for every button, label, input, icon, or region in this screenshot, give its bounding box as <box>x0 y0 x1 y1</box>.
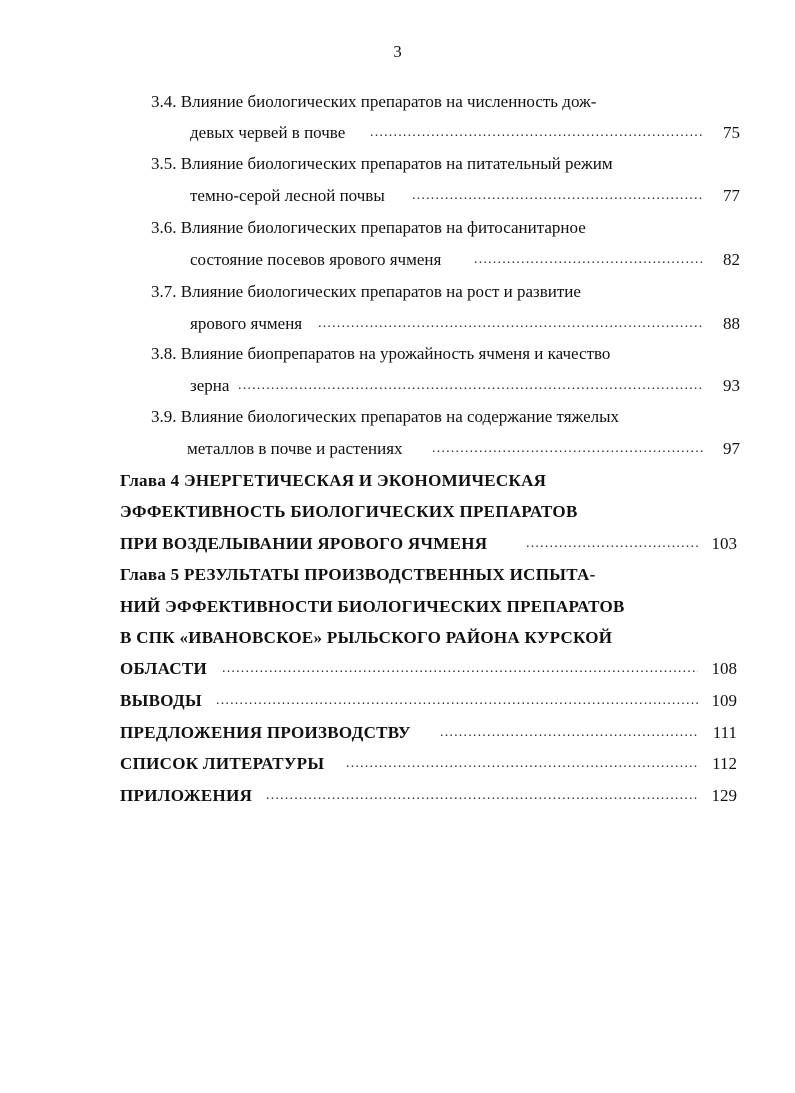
toc-3-9-title: 3.9. Влияние биологических препаратов на содержание тяжелых <box>151 407 620 426</box>
toc-appendices: ПРИЛОЖЕНИЯ <box>120 786 253 805</box>
toc-chapter-5-title-cont-2: В СПК «ИВАНОВСКОЕ» РЫЛЬСКОГО РАЙОНА КУРСКОЙ <box>120 628 613 647</box>
toc-chapter-4-title-end: ПРИ ВОЗДЕЛЫВАНИИ ЯРОВОГО ЯЧМЕНЯ <box>120 534 488 553</box>
toc-chapter-5-leader <box>222 658 698 680</box>
toc-3-4-leader <box>370 122 704 144</box>
toc-appendices-page: 129 <box>711 786 737 805</box>
toc-3-9-page: 97 <box>723 439 740 458</box>
toc-literature-leader <box>346 753 698 775</box>
toc-3-7-leader <box>318 313 704 335</box>
toc-chapter-4-leader <box>526 533 698 555</box>
toc-3-8-leader <box>238 375 704 397</box>
toc-chapter-5-title: Глава 5 РЕЗУЛЬТАТЫ ПРОИЗВОДСТВЕННЫХ ИСПЫТА- <box>120 565 596 584</box>
toc-literature: СПИСОК ЛИТЕРАТУРЫ <box>120 754 325 773</box>
toc-3-7-page: 88 <box>723 314 740 333</box>
toc-proposals-leader <box>440 722 698 744</box>
toc-conclusions: ВЫВОДЫ <box>120 691 202 710</box>
toc-3-4-page: 75 <box>723 123 740 142</box>
toc-chapter-4-title: Глава 4 ЭНЕРГЕТИЧЕСКАЯ И ЭКОНОМИЧЕСКАЯ <box>120 471 547 490</box>
toc-3-6-page: 82 <box>723 250 740 269</box>
toc-chapter-4-page: 103 <box>711 534 737 553</box>
toc-3-6-title: 3.6. Влияние биологических препаратов на фитосанитарное <box>151 218 586 237</box>
toc-chapter-5-title-end: ОБЛАСТИ <box>120 659 208 678</box>
toc-3-5-leader <box>412 185 704 207</box>
toc-chapter-4-title-cont: ЭФФЕКТИВНОСТЬ БИОЛОГИЧЕСКИХ ПРЕПАРАТОВ <box>120 502 578 521</box>
toc-3-6-title-cont: состояние посевов ярового ячменя <box>190 250 442 269</box>
toc-3-5-title-cont: темно-серой лесной почвы <box>190 186 385 205</box>
toc-proposals: ПРЕДЛОЖЕНИЯ ПРОИЗВОДСТВУ <box>120 723 411 742</box>
toc-literature-page: 112 <box>712 754 737 773</box>
toc-3-4-title: 3.4. Влияние биологических препаратов на численность дож- <box>151 92 597 111</box>
toc-3-4-title-cont: девых червей в почве <box>190 123 346 142</box>
toc-conclusions-page: 109 <box>711 691 737 710</box>
toc-3-8-title-cont: зерна <box>190 376 230 395</box>
toc-chapter-5-title-cont: НИЙ ЭФФЕКТИВНОСТИ БИОЛОГИЧЕСКИХ ПРЕПАРАТОВ <box>120 597 625 616</box>
page-number: 3 <box>393 42 402 61</box>
toc-proposals-page: 111 <box>712 723 737 742</box>
toc-appendices-leader <box>266 785 698 807</box>
toc-3-6-leader <box>474 249 704 271</box>
toc-3-5-title: 3.5. Влияние биологических препаратов на питательный режим <box>151 154 613 173</box>
toc-3-8-page: 93 <box>723 376 740 395</box>
toc-3-5-page: 77 <box>723 186 740 205</box>
toc-chapter-5-page: 108 <box>711 659 737 678</box>
toc-3-8-title: 3.8. Влияние биопрепаратов на урожайность ячменя и качество <box>151 344 611 363</box>
toc-conclusions-leader <box>216 690 698 712</box>
toc-3-9-title-cont: металлов в почве и растениях <box>187 439 403 458</box>
toc-3-9-leader <box>432 438 704 460</box>
toc-3-7-title-cont: ярового ячменя <box>190 314 303 333</box>
toc-3-7-title: 3.7. Влияние биологических препаратов на рост и развитие <box>151 282 581 301</box>
